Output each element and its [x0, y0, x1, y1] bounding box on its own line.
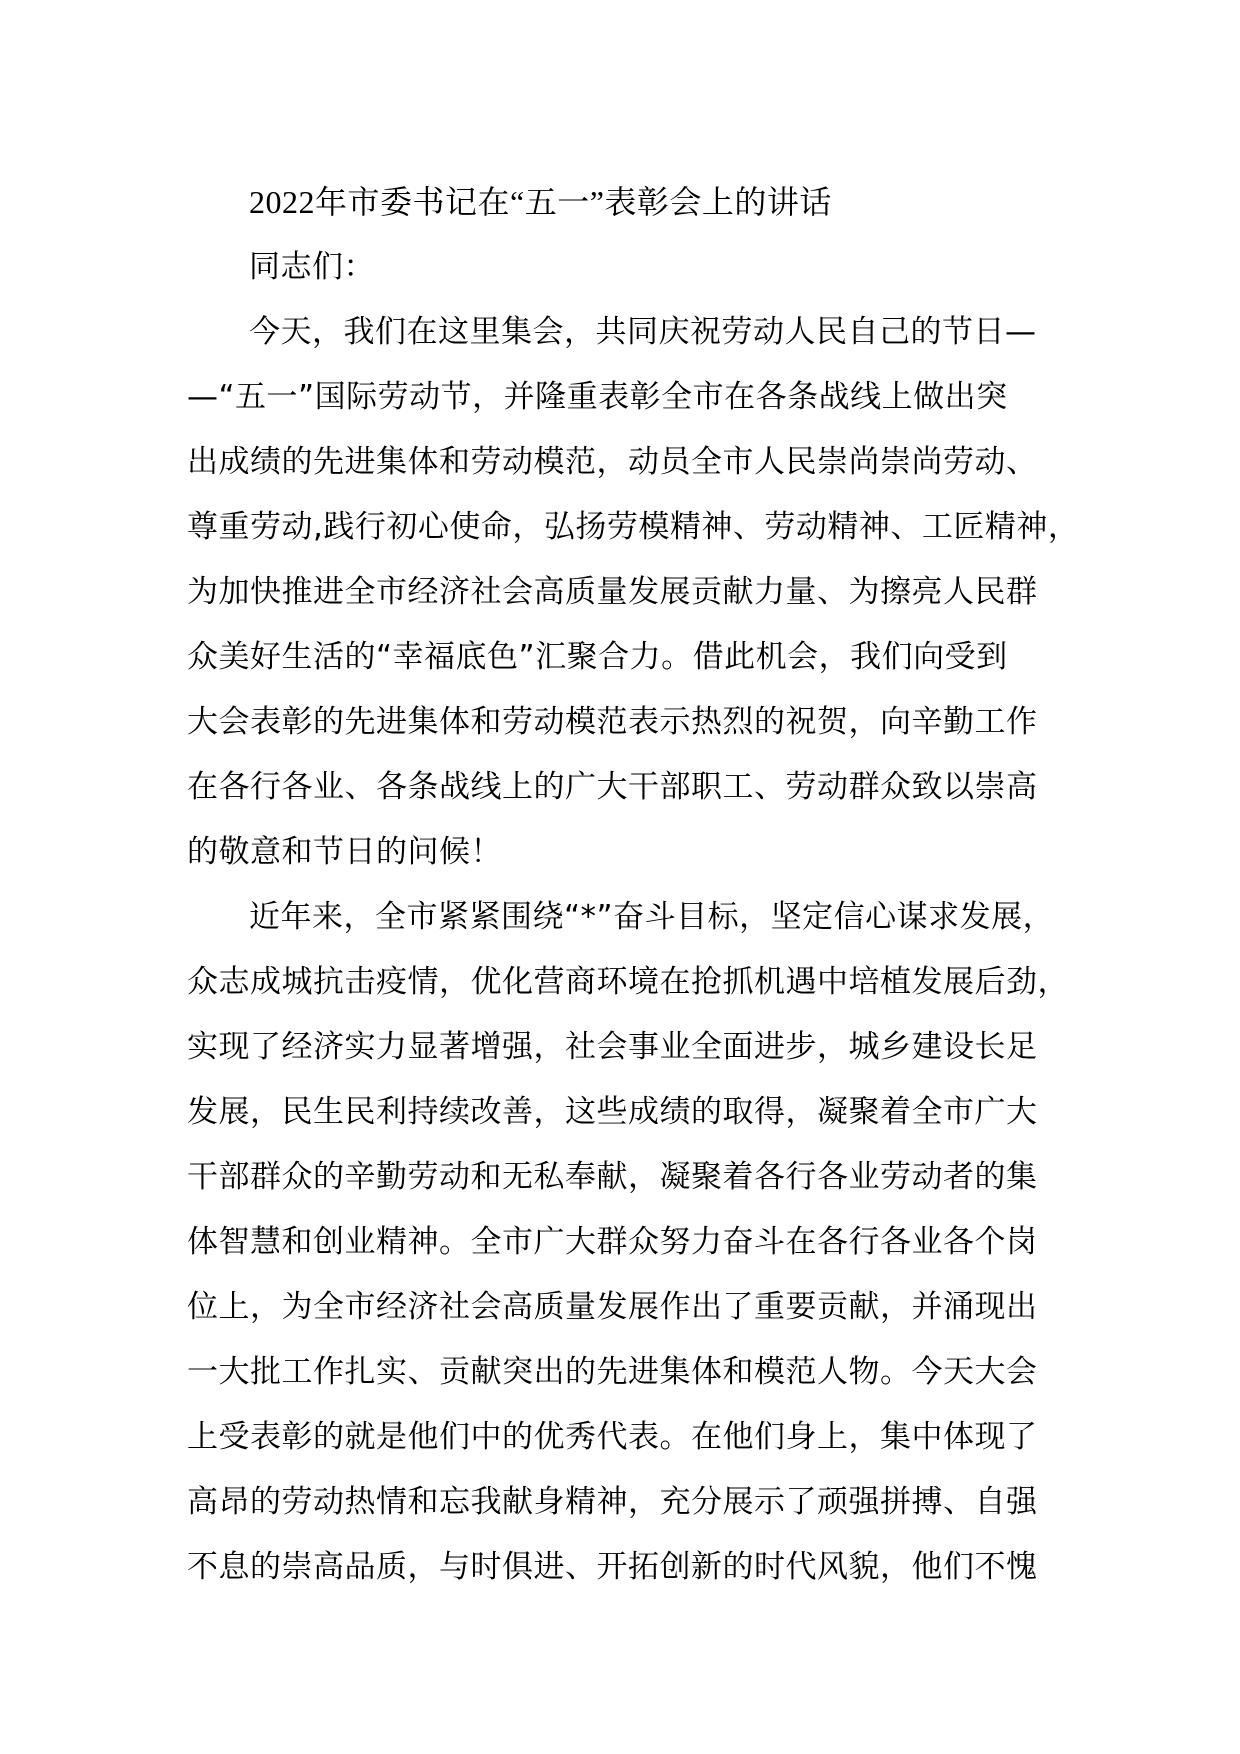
paragraph-2	[187, 885, 1077, 1600]
document-title: 2022年市委书记在“五一”表彰会上的讲话	[249, 184, 832, 220]
paragraph-line: 众志成城抗击疫情，优化营商环境在抢抓机遇中培植发展后劲，	[187, 964, 1069, 1000]
paragraph-line: 体智慧和创业精神。全市广大群众努力奋斗在各行各业各个岗	[187, 1224, 1038, 1260]
paragraph-line: 近年来，全市紧紧围绕“*”奋斗目标，坚定信心谋求发展，	[249, 899, 1055, 935]
paragraph-line: 高昂的劳动热情和忘我献身精神，充分展示了顽强拼搏、自强	[187, 1484, 1038, 1520]
paragraph-line: 位上，为全市经济社会高质量发展作出了重要贡献，并涌现出	[187, 1289, 1038, 1325]
paragraph-line: 尊重劳动,践行初心使命，弘扬劳模精神、劳动精神、工匠精神，	[187, 509, 1080, 545]
paragraph-line: 众美好生活的“幸福底色”汇聚合力。借此机会，我们向受到	[187, 639, 1008, 675]
salutation: 同志们：	[249, 249, 375, 285]
paragraph-line: 大会表彰的先进集体和劳动模范表示热烈的祝贺，向辛勤工作	[187, 704, 1038, 740]
paragraph-line: —“五一”国际劳动节，并隆重表彰全市在各条战线上做出突	[187, 379, 1008, 415]
paragraph-1	[187, 300, 1080, 885]
paragraph-line: 今天，我们在这里集会，共同庆祝劳动人民自己的节日—	[249, 314, 1037, 350]
paragraph-line: 实现了经济实力显著增强，社会事业全面进步，城乡建设长足	[187, 1029, 1038, 1065]
paragraph-line: 为加快推进全市经济社会高质量发展贡献力量、为擦亮人民群	[187, 574, 1038, 610]
paragraph-line: 在各行各业、各条战线上的广大干部职工、劳动群众致以崇高	[187, 769, 1038, 805]
paragraph-line: 一大批工作扎实、贡献突出的先进集体和模范人物。今天大会	[187, 1354, 1038, 1390]
paragraph-line: 干部群众的辛勤劳动和无私奉献，凝聚着各行各业劳动者的集	[187, 1159, 1038, 1195]
paragraph-line: 出成绩的先进集体和劳动模范，动员全市人民崇尚崇尚劳动、	[187, 444, 1038, 480]
document-body	[187, 170, 1080, 1600]
paragraph-line: 的敬意和节日的问候！	[187, 834, 502, 870]
paragraph-line: 不息的崇高品质，与时俱进、开拓创新的时代风貌，他们不愧	[187, 1549, 1038, 1585]
paragraph-line: 上受表彰的就是他们中的优秀代表。在他们身上，集中体现了	[187, 1419, 1038, 1455]
paragraph-line: 发展，民生民利持续改善，这些成绩的取得，凝聚着全市广大	[187, 1094, 1038, 1130]
